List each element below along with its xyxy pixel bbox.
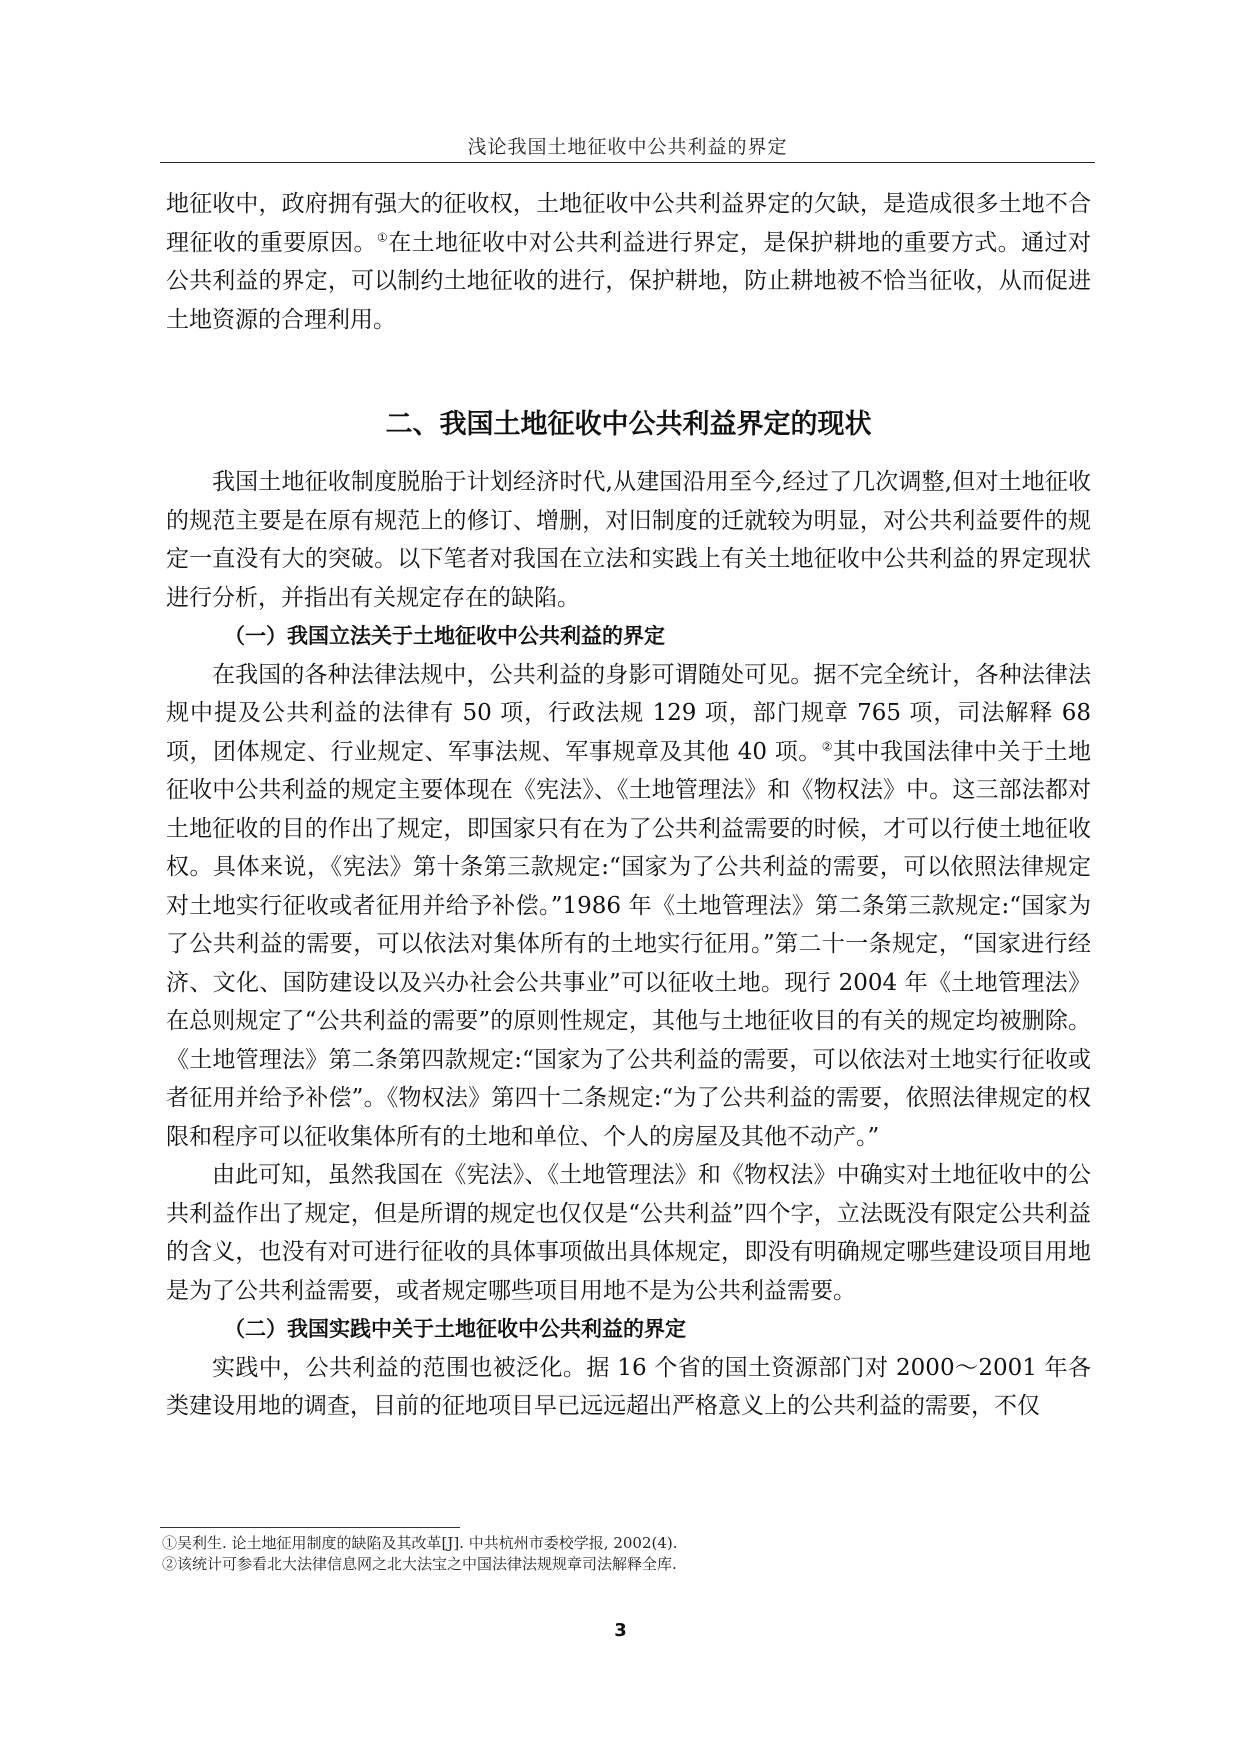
section-intro-paragraph: 我国土地征收制度脱胎于计划经济时代,从建国沿用至今,经过了几次调整,但对土地征收的规范主要是在原有规范上的修订、增删，对旧制度的迁就较为明显，对公共利益要件的规定一直没有大的突破。以下笔者对我国在立法和实践上有关土地征收中公共利益的界定现状进行分析，并指出有关规定存在的缺陷。 — [166, 469, 1091, 611]
footnotes — [162, 1533, 1092, 1575]
intro-text-part1: 地征收中，政府拥有强大的征收权，土地征收中公共利益界定的欠缺，是造成很多土地不合理征收的重要原因。 — [166, 191, 1091, 256]
header-rule — [160, 162, 1095, 163]
running-header-title: 浅论我国土地征收中公共利益的界定 — [467, 136, 788, 158]
footnote-ref-2: ② — [821, 738, 834, 753]
subsection-1-text-part2: 其中我国法律中关于土地征收中公共利益的规定主要体现在《宪法》、《土地管理法》和《物权法》中。这三部法都对土地征收的目的作出了规定，即国家只有在为了公共利益需要的时候，才可以行使土地征收权。具体来说，《宪法》第十条第三款规定:“国家为了公共利益的需要，可以依照法律规定对土地实行征收或者征用并给予补偿。”1986 年《土地管理法》第二条第三款规定:“国家为了公共利益的需要，可以依法对集体所有的土地实行征用。”第二十一条规定，“国家进行经济、文化、国防建设以及兴办社会公共事业”可以征收土地。现行 2004 年《土地管理法》在总则规定了“公共利益的需要”的原则性规定，其他与土地征收目的有关的规定均被删除。《土地管理法》第二条第四款规定:“国家为了公共利益的需要，可以依法对土地实行征收或者征用并给予补偿”。《物权法》第四十二条规定:“为了公共利益的需要，依照法律规定的权限和程序可以征收集体所有的土地和单位、个人的房屋及其他不动产。” — [166, 738, 1092, 1150]
page-number: 3 — [614, 1620, 627, 1641]
footnote-ref-1: ① — [376, 229, 389, 244]
section-title: 二、我国土地征收中公共利益界定的现状 — [385, 409, 872, 440]
section-body — [166, 463, 1091, 1426]
subsection-1-title: （一）我国立法关于土地征收中公共利益的界定 — [224, 624, 665, 648]
subsection-2-title: （二）我国实践中关于土地征收中公共利益的界定 — [224, 1317, 686, 1341]
intro-block — [166, 185, 1091, 339]
footnote-1: ①吴利生. 论土地征用制度的缺陷及其改革[J]. 中共杭州市委校学报, 2002(4). — [162, 1534, 678, 1552]
subsection-2-paragraph-1: 实践中，公共利益的范围也被泛化。据 16 个省的国土资源部门对 2000～2001 年各类建设用地的调查，目前的征地项目早已远远超出严格意义上的公共利益的需要，不仅 — [166, 1354, 1091, 1419]
subsection-1-text-part1: 在我国的各种法律法规中，公共利益的身影可谓随处可见。据不完全统计，各种法律法规中提及公共利益的法律有 50 项，行政法规 129 项，部门规章 765 项，司法解释 68 项，团体规定、行业规定、军事法规、军事规章及其他 40 项。 — [166, 661, 1091, 765]
intro-text-part2: 在土地征收中对公共利益进行界定，是保护耕地的重要方式。通过对公共利益的界定，可以制约土地征收的进行，保护耕地，防止耕地被不恰当征收，从而促进土地资源的合理利用。 — [166, 229, 1092, 333]
intro-paragraph — [166, 185, 1091, 339]
footnote-rule — [160, 1527, 460, 1528]
subsection-1-paragraph-1 — [166, 656, 1091, 1157]
footnote-2: ②该统计可参看北大法律信息网之北大法宝之中国法律法规规章司法解释全库. — [162, 1555, 677, 1573]
subsection-1-paragraph-2: 由此可知，虽然我国在《宪法》、《土地管理法》和《物权法》中确实对土地征收中的公共利益作出了规定，但是所谓的规定也仅仅是“公共利益”四个字，立法既没有限定公共利益的含义，也没有对可进行征收的具体事项做出具体规定，即没有明确规定哪些建设项目用地是为了公共利益需要，或者规定哪些项目用地不是为公共利益需要。 — [166, 1162, 1091, 1304]
